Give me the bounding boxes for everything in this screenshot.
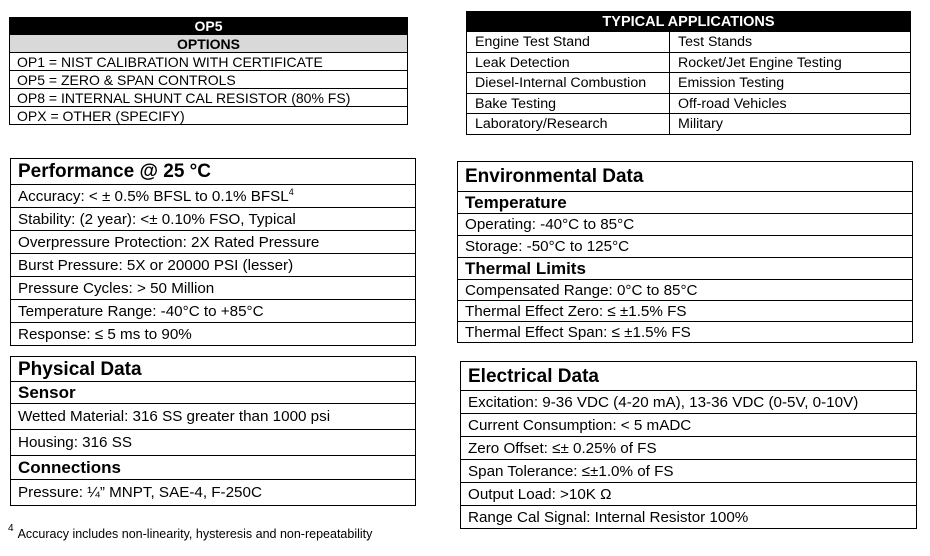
applications-row bbox=[467, 114, 910, 135]
applications-row bbox=[467, 32, 910, 53]
performance-table bbox=[10, 158, 416, 346]
applications-row bbox=[467, 53, 910, 74]
accuracy-footnote-ref: 4 bbox=[288, 187, 294, 197]
thermal-item: Compensated Range: 0°C to 85°C bbox=[458, 280, 912, 301]
sensor-item: Housing: 316 SS bbox=[11, 430, 415, 456]
application-item: Bake Testing bbox=[467, 94, 670, 114]
options-subheader: OPTIONS bbox=[10, 35, 407, 53]
applications-row bbox=[467, 94, 910, 115]
performance-item: Response: ≤ 5 ms to 90% bbox=[11, 323, 415, 346]
application-item: Emission Testing bbox=[678, 75, 785, 92]
connections-heading: Connections bbox=[11, 456, 415, 480]
environmental-table bbox=[457, 161, 913, 343]
performance-title: Performance @ 25 °C bbox=[11, 159, 415, 185]
footnote-text: Accuracy includes non-linearity, hysteresis and non-repeatability bbox=[17, 527, 373, 541]
option-item: OP5 = ZERO & SPAN CONTROLS bbox=[10, 71, 407, 89]
connections-item: Pressure: ¼” MNPT, SAE-4, F-250C bbox=[11, 480, 415, 506]
performance-item: Burst Pressure: 5X or 20000 PSI (lesser) bbox=[11, 254, 415, 277]
option-item: OP1 = NIST CALIBRATION WITH CERTIFICATE bbox=[10, 53, 407, 71]
applications-header: TYPICAL APPLICATIONS bbox=[467, 12, 910, 32]
options-header: OP5 bbox=[10, 18, 407, 35]
option-item: OPX = OTHER (SPECIFY) bbox=[10, 107, 407, 125]
electrical-item: Range Cal Signal: Internal Resistor 100% bbox=[461, 506, 916, 529]
option-item: OP8 = INTERNAL SHUNT CAL RESISTOR (80% FS) bbox=[10, 89, 407, 107]
performance-item: Stability: (2 year): <± 0.10% FSO, Typical bbox=[11, 208, 415, 231]
electrical-table bbox=[460, 361, 917, 529]
sensor-item: Wetted Material: 316 SS greater than 1000 psi bbox=[11, 404, 415, 430]
thermal-item: Thermal Effect Span: ≤ ±1.5% FS bbox=[458, 322, 912, 343]
temperature-item: Storage: -50°C to 125°C bbox=[458, 236, 912, 258]
performance-item: Temperature Range: -40°C to +85°C bbox=[11, 300, 415, 323]
electrical-item: Span Tolerance: ≤±1.0% of FS bbox=[461, 460, 916, 483]
performance-item bbox=[11, 185, 415, 208]
applications-row bbox=[467, 73, 910, 94]
applications-table bbox=[466, 11, 911, 135]
temperature-item: Operating: -40°C to 85°C bbox=[458, 214, 912, 236]
thermal-heading: Thermal Limits bbox=[458, 258, 912, 280]
electrical-item: Zero Offset: ≤± 0.25% of FS bbox=[461, 437, 916, 460]
options-table bbox=[9, 17, 408, 125]
temperature-heading: Temperature bbox=[458, 192, 912, 214]
electrical-item: Excitation: 9-36 VDC (4-20 mA), 13-36 VDC (0-5V, 0-10V) bbox=[461, 391, 916, 414]
sensor-heading: Sensor bbox=[11, 382, 415, 404]
performance-item: Overpressure Protection: 2X Rated Pressure bbox=[11, 231, 415, 254]
application-item: Test Stands bbox=[678, 34, 753, 50]
performance-item: Pressure Cycles: > 50 Million bbox=[11, 277, 415, 300]
application-item: Off-road Vehicles bbox=[678, 95, 787, 112]
application-item: Military bbox=[678, 116, 723, 133]
application-item: Leak Detection bbox=[467, 53, 670, 73]
physical-title: Physical Data bbox=[11, 357, 415, 382]
thermal-item: Thermal Effect Zero: ≤ ±1.5% FS bbox=[458, 301, 912, 322]
footnote bbox=[8, 523, 373, 541]
electrical-item: Output Load: >10K Ω bbox=[461, 483, 916, 506]
footnote-number: 4 bbox=[8, 523, 14, 534]
application-item: Engine Test Stand bbox=[467, 32, 670, 52]
application-item: Diesel-Internal Combustion bbox=[467, 73, 670, 93]
application-item: Laboratory/Research bbox=[467, 114, 670, 134]
physical-table bbox=[10, 356, 416, 506]
application-item: Rocket/Jet Engine Testing bbox=[678, 54, 842, 71]
accuracy-text: Accuracy: < ± 0.5% BFSL to 0.1% BFSL bbox=[18, 188, 289, 205]
environmental-title: Environmental Data bbox=[458, 162, 912, 192]
electrical-title: Electrical Data bbox=[461, 362, 916, 391]
electrical-item: Current Consumption: < 5 mADC bbox=[461, 414, 916, 437]
